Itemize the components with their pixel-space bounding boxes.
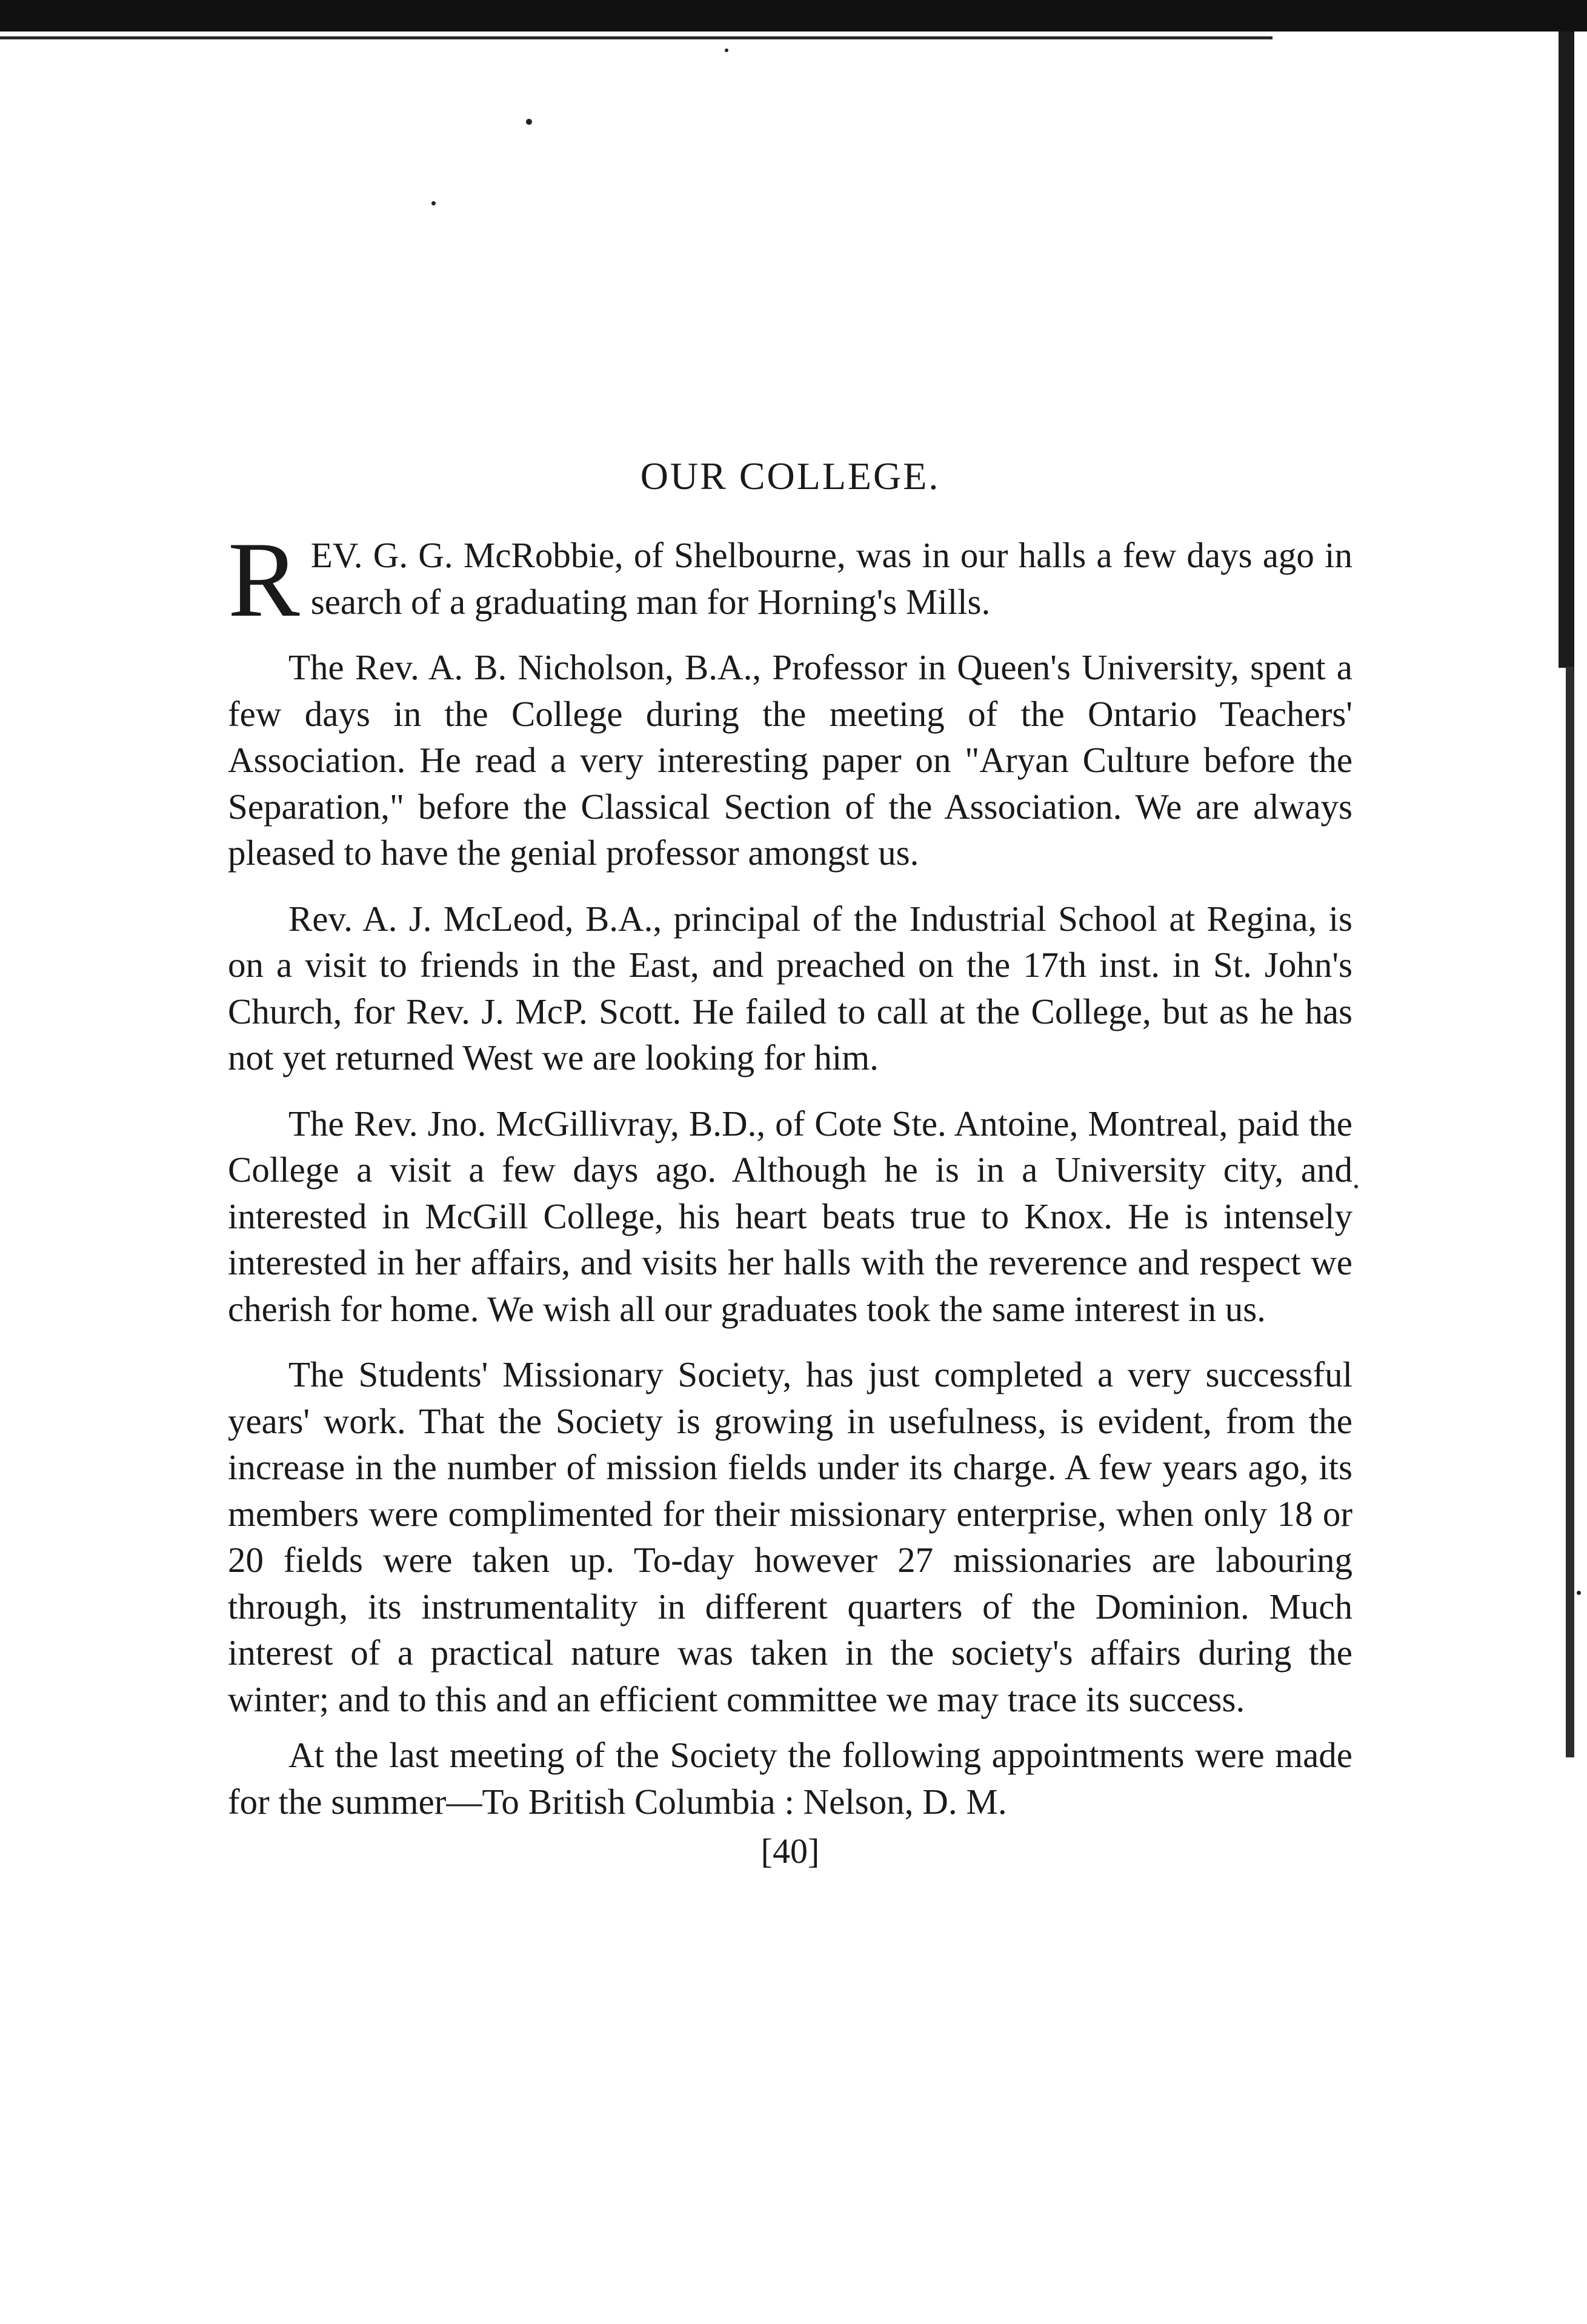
scan-top-rule (0, 36, 1273, 39)
paragraph-mcleod: Rev. A. J. McLeod, B.A., principal of the Industrial School at Regina, is on a visit to friends in the East, and preached on the 17th inst. in St. John's Church, for Rev. J. McP. Scott. He failed to call at the College, but as he has not yet returned West we are looking for him. (228, 898, 1352, 1077)
drop-cap: R (228, 519, 300, 639)
scan-speck (725, 48, 728, 52)
scan-right-edge-lower (1566, 667, 1574, 1757)
document-title: OUR COLLEGE. (640, 454, 940, 498)
paragraph-mcgillivray: The Rev. Jno. McGillivray, B.D., of Cote Ste. Antoine, Montreal, paid the College a visit a few days ago. Although he is in a University city, and interested in McGill College, his heart beats true to Knox. He is intensely interested in her affairs, and visits her halls with the reverence and respect we cherish for home. We wish all our graduates took the same interest in us. (228, 1103, 1352, 1329)
paragraph-appointments: At the last meeting of the Society the following appointments were made for the summer—To British Columbia : Nelson, D. M. (228, 1735, 1352, 1822)
paragraph-mcrobbie (228, 519, 1352, 639)
paragraph-missionary-society: The Students' Missionary Society, has just completed a very successful years' work. That the Society is growing in usefulness, is evident, from the increase in the number of mission fields under its charge. A few years ago, its members were complimented for their missionary enterprise, when only 18 or 20 fields were taken up. To-day however 27 missionaries are labouring through, its instrumentality in different quarters of the Dominion. Much interest of a practical nature was taken in the society's affairs during the winter; and to this and an efficient committee we may trace its success. (228, 1354, 1352, 1719)
document-page (228, 450, 1352, 1874)
paragraph-text: EV. G. G. McRobbie, of Shelbourne, was in our halls a few days ago in search of a graduating man for Horning's Mills. (310, 535, 1352, 622)
scan-speck (526, 119, 532, 125)
scan-speck (431, 201, 436, 205)
paragraph-nicholson: The Rev. A. B. Nicholson, B.A., Professor in Queen's University, spent a few days in the College during the meeting of the Ontario Teachers' Association. He read a very interesting paper on "Aryan Culture before the Separation," before the Classical Section of the Association. We are always pleased to have the genial professor amongst us. (228, 647, 1352, 873)
page-number: [40] (760, 1831, 820, 1871)
scan-top-border (0, 0, 1587, 32)
scan-right-edge (1559, 32, 1574, 668)
scan-speck (1577, 1591, 1581, 1595)
scan-speck (1354, 1185, 1358, 1188)
